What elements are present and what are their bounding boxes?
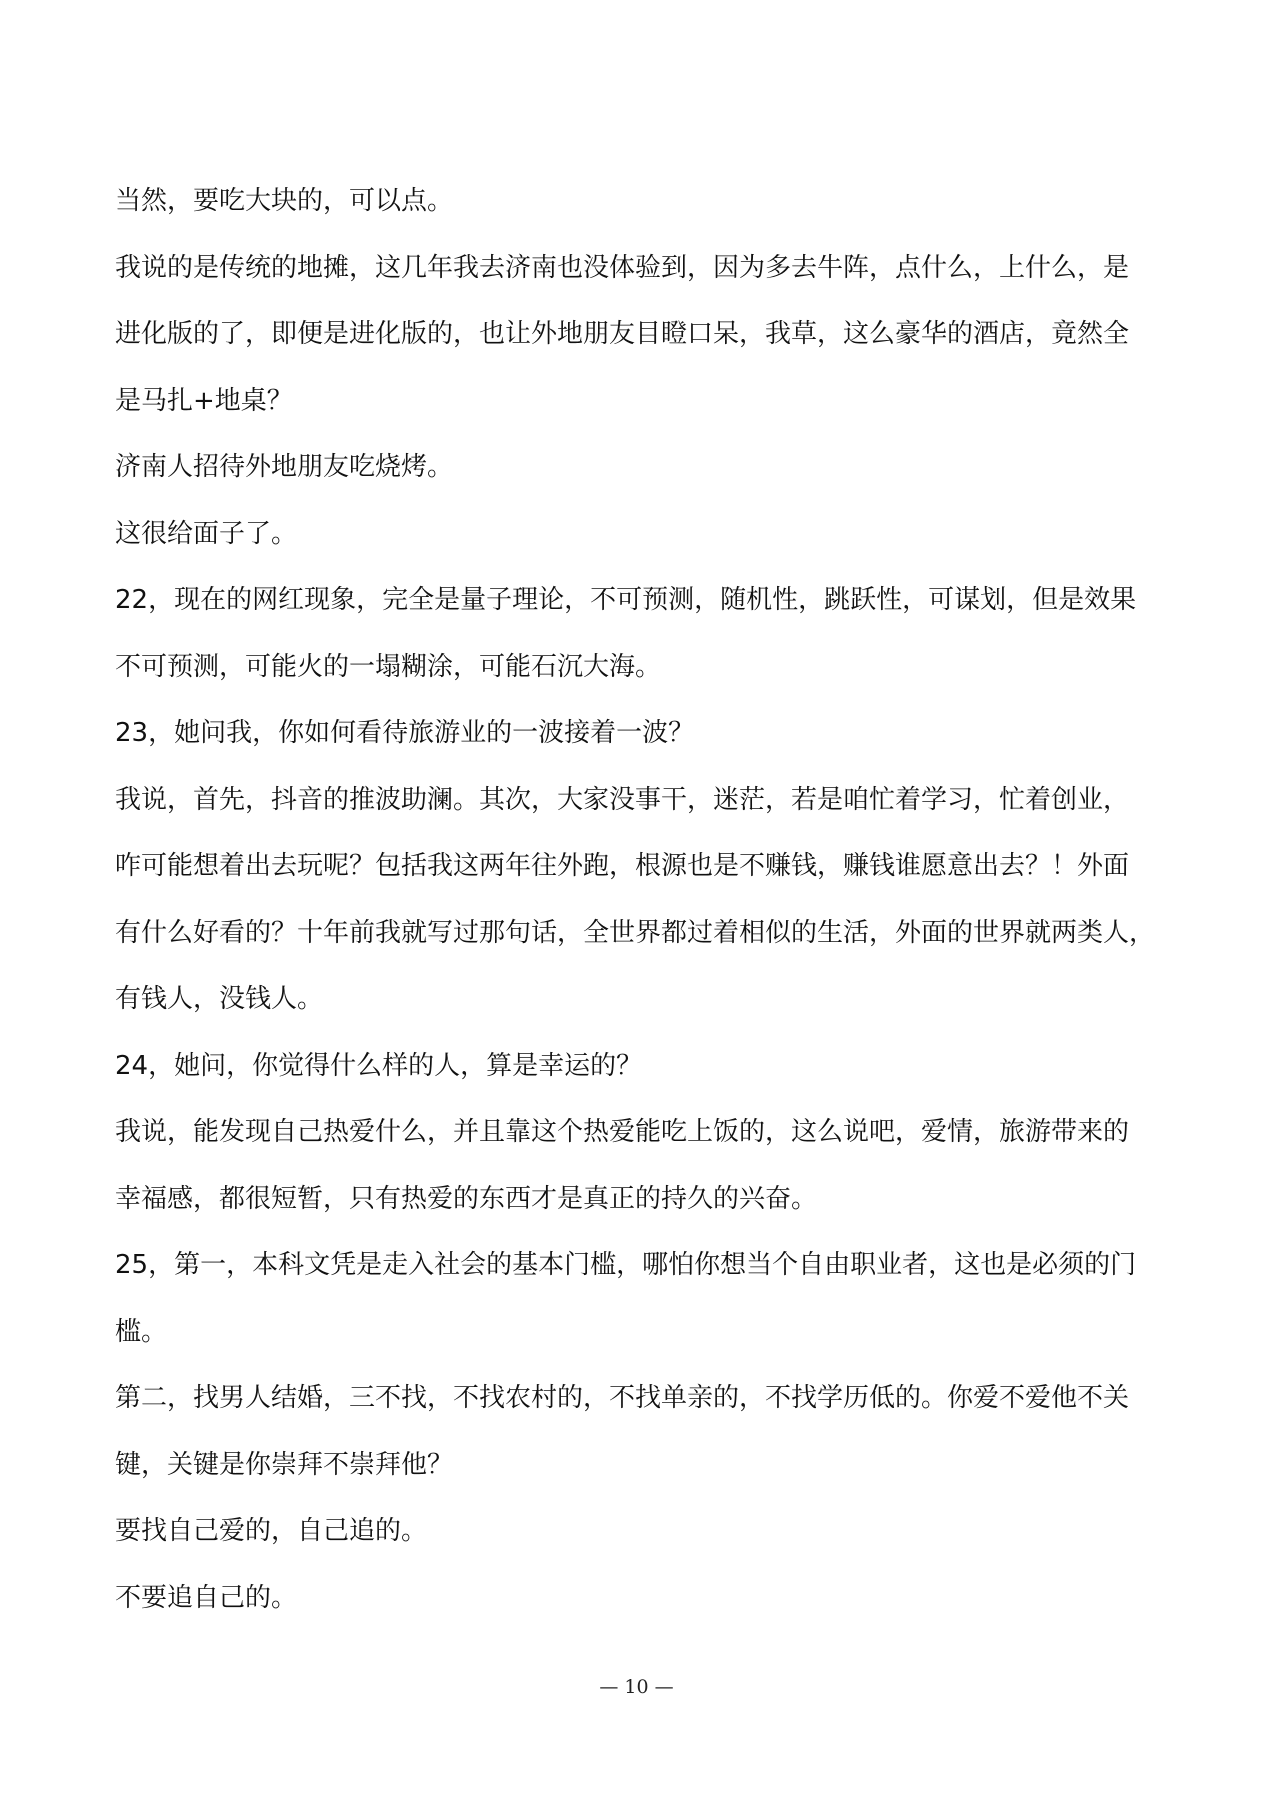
text-line: 当然，要吃大块的，可以点。 bbox=[115, 186, 454, 216]
text-line: 这很给面子了。 bbox=[115, 518, 298, 549]
text-line: 键，关键是你崇拜不崇拜他？ bbox=[115, 1449, 454, 1480]
text-line: 24，她问，你觉得什么样的人，算是幸运的？ bbox=[115, 1050, 643, 1081]
text-line: 22，现在的网红现象，完全是量子理论，不可预测，随机性，跳跃性，可谋划，但是效果 bbox=[115, 585, 1137, 615]
text-line: 槛。 bbox=[115, 1316, 168, 1347]
text-line: 不要追自己的。 bbox=[115, 1582, 298, 1613]
text-line: 有钱人，没钱人。 bbox=[115, 984, 324, 1014]
document-body bbox=[115, 168, 1165, 1631]
text-line: 我说，能发现自己热爱什么，并且靠这个热爱能吃上饭的，这么说吧，爱情，旅游带来的 bbox=[115, 1117, 1130, 1147]
text-line: 咋可能想着出去玩呢？包括我这两年往外跑，根源也是不赚钱，赚钱谁愿意出去？！外面 bbox=[115, 851, 1130, 881]
page-number: — 10 — bbox=[599, 1676, 674, 1698]
text-line: 是马扎+地桌？ bbox=[115, 385, 293, 416]
text-line: 我说的是传统的地摊，这几年我去济南也没体验到，因为多去牛阵，点什么，上什么，是 bbox=[115, 252, 1130, 283]
text-line: 不可预测，可能火的一塌糊涂，可能石沉大海。 bbox=[115, 651, 662, 682]
text-line: 有什么好看的？十年前我就写过那句话，全世界都过着相似的生活，外面的世界就两类人， bbox=[115, 917, 1156, 948]
text-line: 进化版的了，即便是进化版的，也让外地朋友目瞪口呆，我草，这么豪华的酒店，竟然全 bbox=[115, 319, 1130, 349]
text-line: 济南人招待外地朋友吃烧烤。 bbox=[115, 452, 454, 482]
text-line: 我说，首先，抖音的推波助澜。其次，大家没事干，迷茫，若是咱忙着学习，忙着创业， bbox=[115, 784, 1130, 815]
text-line: 第二，找男人结婚，三不找，不找农村的，不找单亲的，不找学历低的。你爱不爱他不关 bbox=[115, 1383, 1130, 1413]
text-line: 要找自己爱的，自己追的。 bbox=[115, 1516, 428, 1546]
text-line: 25，第一，本科文凭是走入社会的基本门槛，哪怕你想当个自由职业者，这也是必须的门 bbox=[115, 1250, 1137, 1280]
text-line: 23，她问我，你如何看待旅游业的一波接着一波？ bbox=[115, 718, 695, 748]
text-line: 幸福感，都很短暂，只有热爱的东西才是真正的持久的兴奋。 bbox=[115, 1183, 818, 1214]
